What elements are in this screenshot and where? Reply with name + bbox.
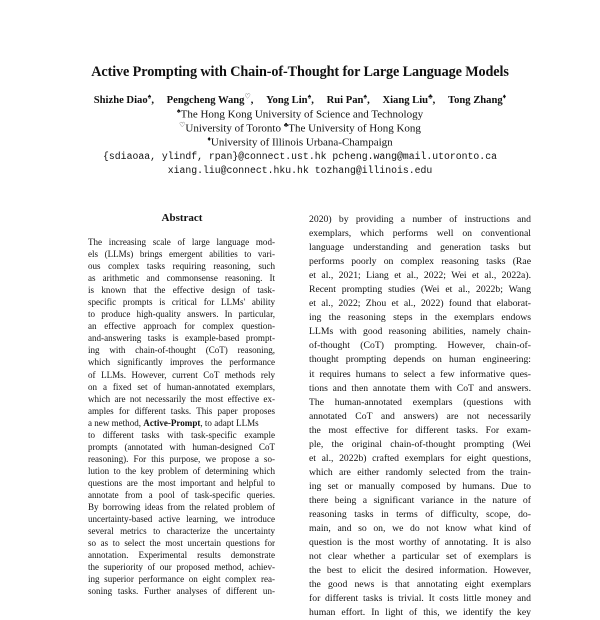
abstract-line: soning tasks. Further analyses of different un-	[88, 586, 275, 597]
author: Rui Pan♠,	[326, 92, 370, 106]
body-line: of-thought (CoT) prompting. However, chain-of-	[309, 340, 531, 352]
body-line: et al., 2022b) crafted exemplars for eight questions,	[309, 452, 531, 464]
body-line: annotated CoT and answers) are not necessarily	[309, 410, 531, 422]
affiliation-line-1: ♠The Hong Kong University of Science and Technology	[176, 107, 424, 121]
abstract-line: to different tasks with task-specific example	[88, 429, 275, 440]
body-line: the best to elicit the desired information. However,	[309, 565, 531, 577]
body-line: Recent prompting studies (Wei et al., 2022b; Wang	[309, 284, 531, 296]
paper-title: Active Prompting with Chain-of-Thought for Large Language Models	[91, 64, 509, 80]
abstract-line: specific prompts is critical for LLMs' ability	[88, 297, 275, 308]
abstract-line: ing superior performance on eight complex rea-	[88, 574, 275, 585]
body-line: the good news is that annotating eight exemplars	[309, 579, 531, 591]
email-line-1: {sdiaoaa, ylindf, rpan}@connect.ust.hk pcheng.wang@mail.utoronto.ca	[103, 151, 497, 162]
author: Tong Zhang♦	[447, 92, 507, 106]
body-line: the most effective for different tasks. For exam-	[309, 424, 531, 436]
abstract-line: is known that the effective design of task-	[88, 285, 275, 296]
email-line-2: xiang.liu@connect.hku.hk tozhang@illinois.edu	[167, 165, 433, 176]
body-line: which are either randomly selected from the train-	[309, 466, 531, 478]
author-list	[0, 92, 600, 106]
introduction-text	[309, 213, 531, 620]
body-line: et al., 2022; Zhou et al., 2022) found that elaborat-	[309, 298, 531, 310]
abstract-heading: Abstract	[161, 212, 203, 224]
body-line: it requires humans to select a few informative ques-	[309, 368, 531, 380]
author: Xiang Liu♣,	[382, 92, 436, 106]
body-line: there being a significant variance in the nature of	[309, 494, 531, 506]
body-line: reasoning tasks in terms of difficulty, scope, do-	[309, 508, 531, 520]
abstract-line: annotation. Experimental results demonstrate	[88, 550, 275, 561]
body-line: human effort. In light of this, we identify the key	[309, 607, 531, 619]
abstract-line: questions are the most important and helpful to	[88, 477, 275, 488]
author: Yong Lin♠,	[266, 92, 314, 106]
body-line: ing set or manually composed by humans. Due to	[309, 480, 531, 492]
abstract-line: ous complex tasks requiring reasoning, such	[88, 261, 275, 272]
affiliation-line-3: ♦University of Illinois Urbana-Champaign	[207, 135, 393, 149]
abstract-line: and-answering tasks is example-based prompt-	[88, 333, 275, 344]
body-line: main, and so on, we do not know what kind of	[309, 523, 531, 535]
abstract-line: els (LLMs) brings emergent abilities to vari-	[88, 249, 275, 260]
body-line: for different tasks is trivial. It costs little money and	[309, 593, 531, 605]
abstract-body	[88, 236, 275, 597]
abstract-line: lution to the key problem of determining which	[88, 465, 275, 476]
body-line: exemplars, which performs well on conventional	[309, 228, 531, 240]
body-line: ple, the original chain-of-thought prompting (Wei	[309, 438, 531, 450]
abstract-line: annotate from a pool of task-specific queries.	[88, 489, 275, 500]
abstract-line: reasoning). For this purpose, we propose a so-	[88, 453, 275, 464]
abstract-line: By borrowing ideas from the related problem of	[88, 502, 275, 513]
author: Shizhe Diao♠,	[93, 92, 154, 106]
abstract-line: a new method, Active-Prompt, to adapt LLMs	[88, 417, 259, 428]
abstract-line: of LLMs. However, current CoT methods rely	[88, 369, 275, 380]
body-line: not clear whether a particular set of exemplars is	[309, 551, 531, 563]
abstract-line: several metrics to characterize the uncertainty	[88, 526, 275, 537]
abstract-line: as arithmetic and commonsense reasoning. It	[88, 273, 275, 284]
abstract-line: ing with chain-of-thought (CoT) reasoning,	[88, 345, 275, 356]
abstract-line: prompts (annotated with human-designed CoT	[88, 441, 275, 452]
body-line: question is the most worthy of annotating. It is also	[309, 537, 531, 549]
body-line: LLMs with good reasoning abilities, namely chain-	[309, 326, 531, 338]
body-line: 2020) by providing a number of instructions and	[309, 214, 531, 225]
abstract-line: uncertainty-based active learning, we introduce	[88, 514, 275, 525]
body-line: performs poorly on complex reasoning tasks (Rae	[309, 256, 531, 268]
abstract-line: The increasing scale of large language mod-	[88, 237, 275, 247]
body-line: tions and then annotate them with CoT and answers.	[309, 382, 531, 394]
abstract-line: to produce high-quality answers. In particular,	[88, 309, 275, 320]
body-line: language understanding and generation tasks but	[309, 242, 531, 254]
abstract-line: on a fixed set of human-annotated exemplars,	[88, 381, 275, 392]
body-line: The human-annotated exemplars (questions with	[309, 396, 531, 408]
abstract-line: which are not necessarily the most effective ex-	[88, 393, 275, 404]
abstract-line: an effective approach for complex question-	[88, 321, 275, 332]
body-line: et al., 2021; Liang et al., 2022; Wei et al., 2022a).	[309, 270, 531, 282]
abstract-line: the superiority of our proposed method, achiev-	[88, 562, 275, 573]
author: Pengcheng Wang♡,	[166, 92, 254, 106]
abstract-line: amples for different tasks. This paper proposes	[88, 405, 275, 416]
affiliation-line-2: ♡University of Toronto ♣The University of Hong Kong	[179, 121, 421, 135]
abstract-line: which significantly improves the performance	[88, 357, 275, 368]
method-name: Active-Prompt	[143, 417, 201, 428]
abstract-line: so as to select the most uncertain questions for	[88, 538, 275, 549]
body-line: thought prompting depends on human engineering:	[309, 354, 531, 366]
body-line: ing the reasoning steps in the exemplars endows	[309, 312, 531, 324]
